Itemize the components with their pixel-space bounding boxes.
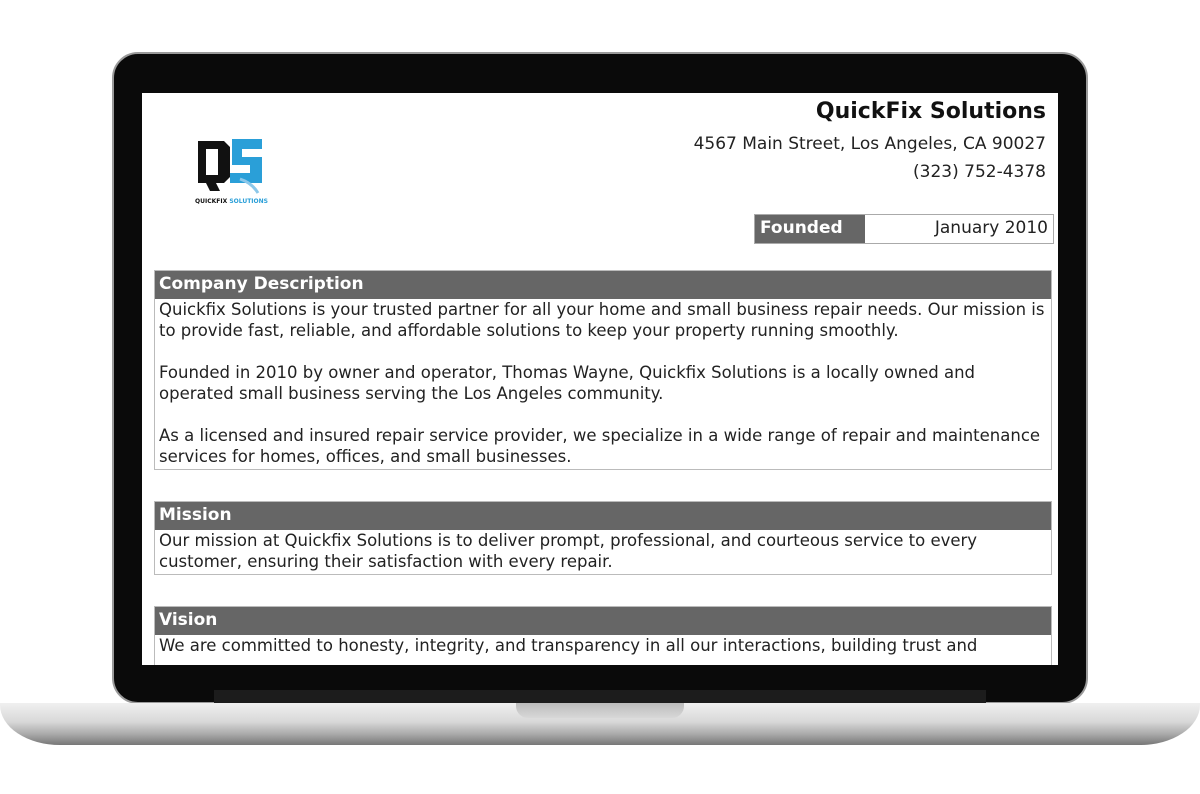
founded-label: Founded xyxy=(755,215,865,243)
paragraph: Quickfix Solutions is your trusted partner for all your home and small business repair needs. Our mission is to provide fast, reliable, and affordable solutions to keep your property running smoothly. xyxy=(159,300,1045,340)
company-phone: (323) 752-4378 xyxy=(913,162,1046,182)
paragraph: Founded in 2010 by owner and operator, Thomas Wayne, Quickfix Solutions is a locally owned and operated small business serving the Los Angeles community. xyxy=(159,363,976,403)
founded-table xyxy=(754,214,1054,244)
founded-value: January 2010 xyxy=(934,218,1048,238)
paragraph: We are committed to honesty, integrity, and transparency in all our interactions, building trust and xyxy=(159,636,978,655)
section-title: Vision xyxy=(155,607,1051,635)
company-description-section xyxy=(154,270,1052,470)
laptop-hinge xyxy=(214,690,986,704)
vision-section xyxy=(154,606,1052,665)
svg-text:QUICKFIX SOLUTIONS: QUICKFIX SOLUTIONS xyxy=(195,198,268,205)
company-name: QuickFix Solutions xyxy=(815,99,1046,124)
document-screen[interactable] xyxy=(142,93,1058,665)
section-title: Mission xyxy=(155,502,1051,530)
paragraph: Our mission at Quickfix Solutions is to deliver prompt, professional, and courteous service to every customer, ensuring their satisfaction with every repair. xyxy=(159,531,978,571)
laptop-notch xyxy=(516,703,684,718)
quickfix-logo xyxy=(194,135,274,205)
mission-section xyxy=(154,501,1052,575)
section-title: Company Description xyxy=(155,271,1051,299)
paragraph: As a licensed and insured repair service provider, we specialize in a wide range of repair and maintenance services for homes, offices, and small businesses. xyxy=(159,426,1041,466)
company-address: 4567 Main Street, Los Angeles, CA 90027 xyxy=(693,134,1046,154)
